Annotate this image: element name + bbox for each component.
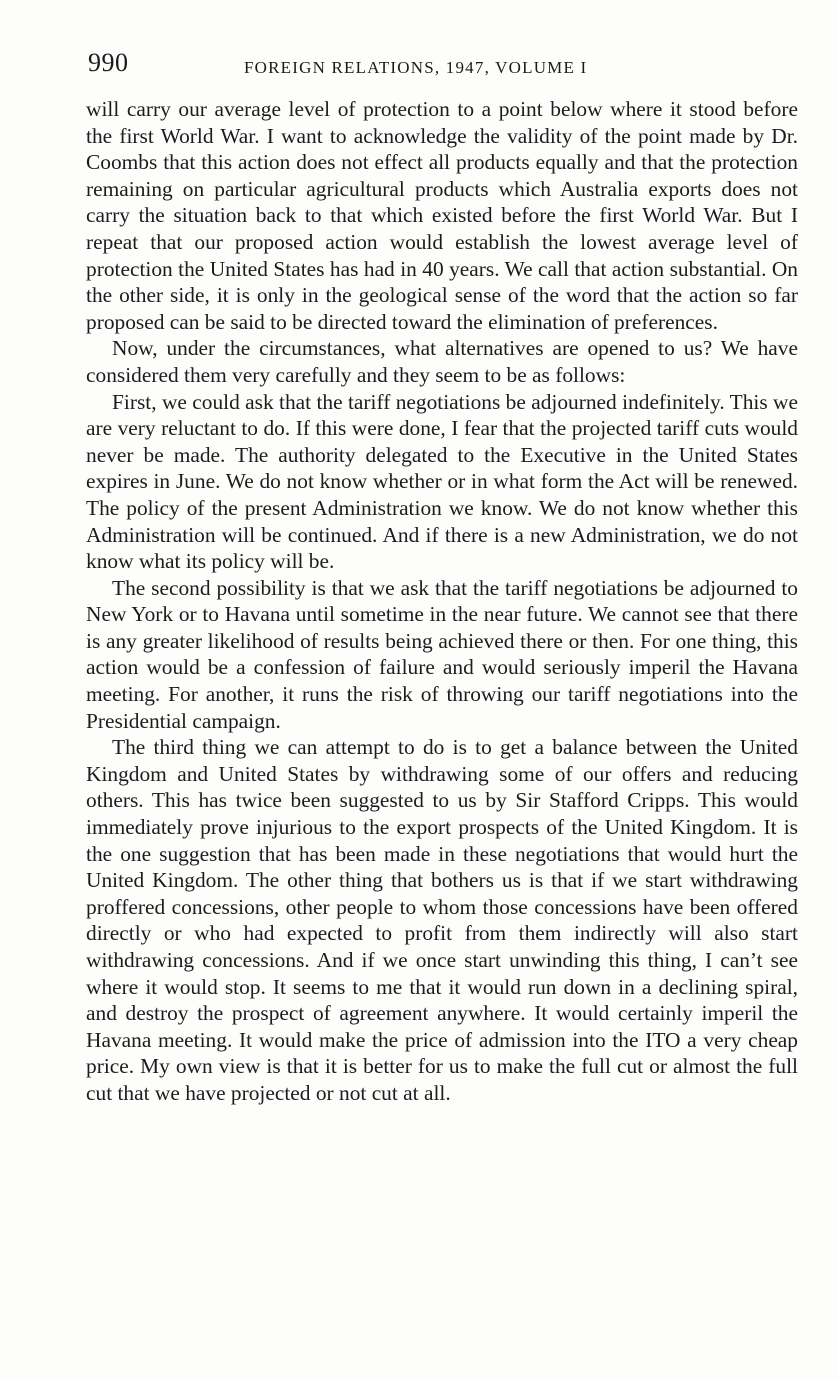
page-number: 990 bbox=[88, 48, 129, 77]
paragraph-third-alternative: The third thing we can attempt to do is to get a balance between the United Kingdom and United States by withdrawing some of our offers and reducing others. This has twice been suggested to us by Sir Stafford Cripps. This would immediately prove injurious to the export prospects of the United Kingdom. It is the one suggestion that has been made in these negotiations that would hurt the United Kingdom. The other thing that bothers us is that if we start withdrawing proffered concessions, other people to whom those concessions have been offered directly or who had expected to profit from them indirectly will also start withdrawing concessions. And if we once start unwinding this thing, I can’t see where it would stop. It seems to me that it would run down in a declining spiral, and destroy the prospect of agreement anywhere. It would certainly imperil the Havana meeting. It would make the price of admission into the ITO a very cheap price. My own view is that it is better for us to make the full cut or almost the full cut that we have projected or not cut at all. bbox=[86, 735, 798, 1105]
running-head: FOREIGN RELATIONS, 1947, VOLUME I bbox=[244, 58, 588, 77]
paragraph-alternatives-intro: Now, under the circumstances, what alternatives are opened to us? We have considered them very carefully and they seem to be as follows: bbox=[86, 336, 798, 387]
paragraph-first-alternative: First, we could ask that the tariff negotiations be adjourned indefinitely. This we are very reluctant to do. If this were done, I fear that the projected tariff cuts would never be made. The authority delegated to the Executive in the United States expires in June. We do not know whether or in what form the Act will be renewed. The policy of the present Administration we know. We do not know whether this Administration will be continued. And if there is a new Administration, we do not know what its policy will be. bbox=[86, 389, 798, 574]
page-header bbox=[88, 48, 798, 84]
paragraph-second-alternative: The second possibility is that we ask that the tariff negotiations be adjourned to New York or to Havana until sometime in the near future. We cannot see that there is any greater likelihood of results being achieved there or then. For one thing, this action would be a confession of failure and would seriously imperil the Havana meeting. For another, it runs the risk of throwing our tariff negotiations into the Presidential campaign. bbox=[86, 575, 798, 733]
body-text bbox=[86, 96, 798, 1107]
paragraph-continuation: will carry our average level of protection to a point below where it stood before the first World War. I want to acknowledge the validity of the point made by Dr. Coombs that this action does not effect all products equally and that the protection remaining on particular agricultural products which Australia exports does not carry the situation back to that which existed before the first World War. But I repeat that our proposed action would establish the lowest average level of protection the United States has had in 40 years. We call that action substantial. On the other side, it is only in the geological sense of the word that the action so far proposed can be said to be directed toward the elimination of preferences. bbox=[86, 97, 798, 334]
